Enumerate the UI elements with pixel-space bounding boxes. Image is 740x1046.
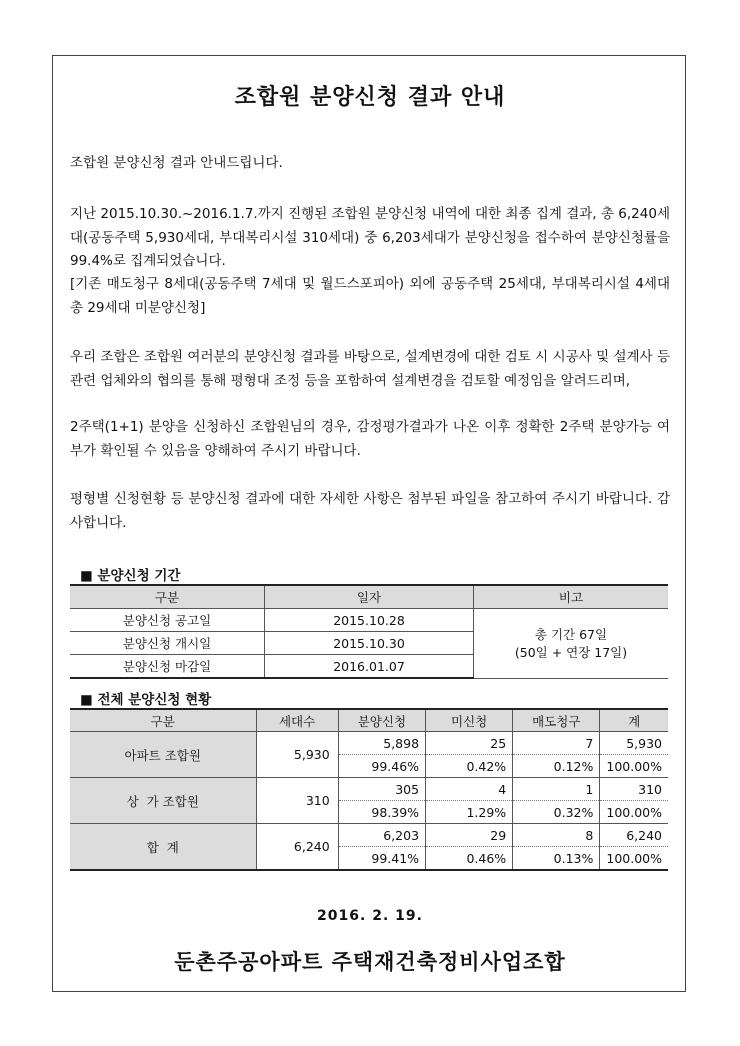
closing-paragraph: 평형별 신청현황 등 분양신청 결과에 대한 자세한 사항은 첨부된 파일을 참고하여 주시기 바랍니다. 감사합니다. [70, 491, 670, 531]
period-label: 분양신청 마감일 [70, 655, 265, 679]
rate-cell: 99.41% [338, 847, 425, 871]
rate-cell: 98.39% [338, 801, 425, 824]
count-cell: 6,240 [600, 824, 668, 847]
rate-cell: 99.46% [338, 755, 425, 778]
header-cell: 구분 [70, 709, 256, 732]
rate-cell: 0.32% [513, 801, 600, 824]
summary-paragraph: 지난 2015.10.30.~2016.1.7.까지 진행된 조합원 분양신청 내역에 대한 최종 집계 결과, 총 6,240세대(공동주택 5,930세대, 부대복리시설 310세대) 중 6,203세대가 분양신청을 접수하여 분양신청률을 99.4%로 집계되었습니다. [70, 206, 670, 269]
period-remark [474, 609, 669, 679]
remark-line: (50일 + 연장 17일) [514, 645, 628, 661]
count-cell: 5,898 [338, 732, 425, 755]
rate-cell: 0.13% [513, 847, 600, 871]
header-cell: 미신청 [426, 709, 513, 732]
header-cell: 구분 [70, 585, 265, 609]
table-row [70, 609, 668, 632]
document-title: 조합원 분양신청 결과 안내 [234, 85, 506, 110]
count-cell: 29 [426, 824, 513, 847]
header-cell: 매도청구 [513, 709, 600, 732]
count-cell: 310 [600, 778, 668, 801]
count-cell: 5,930 [600, 732, 668, 755]
group-label: 아파트 조합원 [70, 732, 256, 778]
header-cell: 계 [600, 709, 668, 732]
header-cell: 일자 [265, 585, 474, 609]
count-cell: 4 [426, 778, 513, 801]
period-label: 분양신청 개시일 [70, 632, 265, 655]
group-label: 합 계 [70, 824, 256, 871]
count-cell: 1 [513, 778, 600, 801]
period-date: 2015.10.30 [265, 632, 474, 655]
status-section-heading: ■ 전체 분양신청 현황 [80, 692, 212, 708]
period-table [70, 584, 668, 679]
header-cell: 분양신청 [338, 709, 425, 732]
count-cell: 7 [513, 732, 600, 755]
table-row [70, 732, 668, 755]
table-row [70, 824, 668, 847]
header-cell: 세대수 [256, 709, 338, 732]
rate-cell: 0.46% [426, 847, 513, 871]
rate-cell: 0.12% [513, 755, 600, 778]
document-date: 2016. 2. 19. [317, 908, 423, 924]
count-cell: 25 [426, 732, 513, 755]
rate-cell: 100.00% [600, 801, 668, 824]
remark-line: 총 기간 67일 [534, 627, 608, 643]
period-date: 2015.10.28 [265, 609, 474, 632]
plan-paragraph-2: 2주택(1+1) 분양을 신청하신 조합원님의 경우, 감정평가결과가 나온 이후 정확한 2주택 분양가능 여부가 확인될 수 있음을 양해하여 주시기 바랍니다. [70, 419, 670, 459]
count-cell: 305 [338, 778, 425, 801]
period-header-row [70, 585, 668, 609]
organization-name: 둔촌주공아파트 주택재건축정비사업조합 [174, 950, 566, 974]
household-count: 5,930 [256, 732, 338, 778]
household-count: 310 [256, 778, 338, 824]
period-section-heading: ■ 분양신청 기간 [80, 568, 181, 584]
status-header-row [70, 709, 668, 732]
header-cell: 비고 [474, 585, 669, 609]
period-label: 분양신청 공고일 [70, 609, 265, 632]
rate-cell: 100.00% [600, 755, 668, 778]
rate-cell: 100.00% [600, 847, 668, 871]
rate-cell: 0.42% [426, 755, 513, 778]
household-count: 6,240 [256, 824, 338, 871]
status-table [70, 708, 668, 871]
note-paragraph: [기존 매도청구 8세대(공동주택 7세대 및 월드스포피아) 외에 공동주택 25세대, 부대복리시설 4세대 총 29세대 미분양신청] [70, 276, 670, 316]
group-label: 상 가 조합원 [70, 778, 256, 824]
rate-cell: 1.29% [426, 801, 513, 824]
greeting-paragraph: 조합원 분양신청 결과 안내드립니다. [70, 155, 283, 171]
table-row [70, 778, 668, 801]
period-date: 2016.01.07 [265, 655, 474, 679]
count-cell: 8 [513, 824, 600, 847]
plan-paragraph-1: 우리 조합은 조합원 여러분의 분양신청 결과를 바탕으로, 설계변경에 대한 검토 시 시공사 및 설계사 등 관련 업체와의 협의를 통해 평형대 조정 등을 포함하여 설계변경을 검토할 예정임을 알려드리며, [70, 349, 670, 389]
count-cell: 6,203 [338, 824, 425, 847]
